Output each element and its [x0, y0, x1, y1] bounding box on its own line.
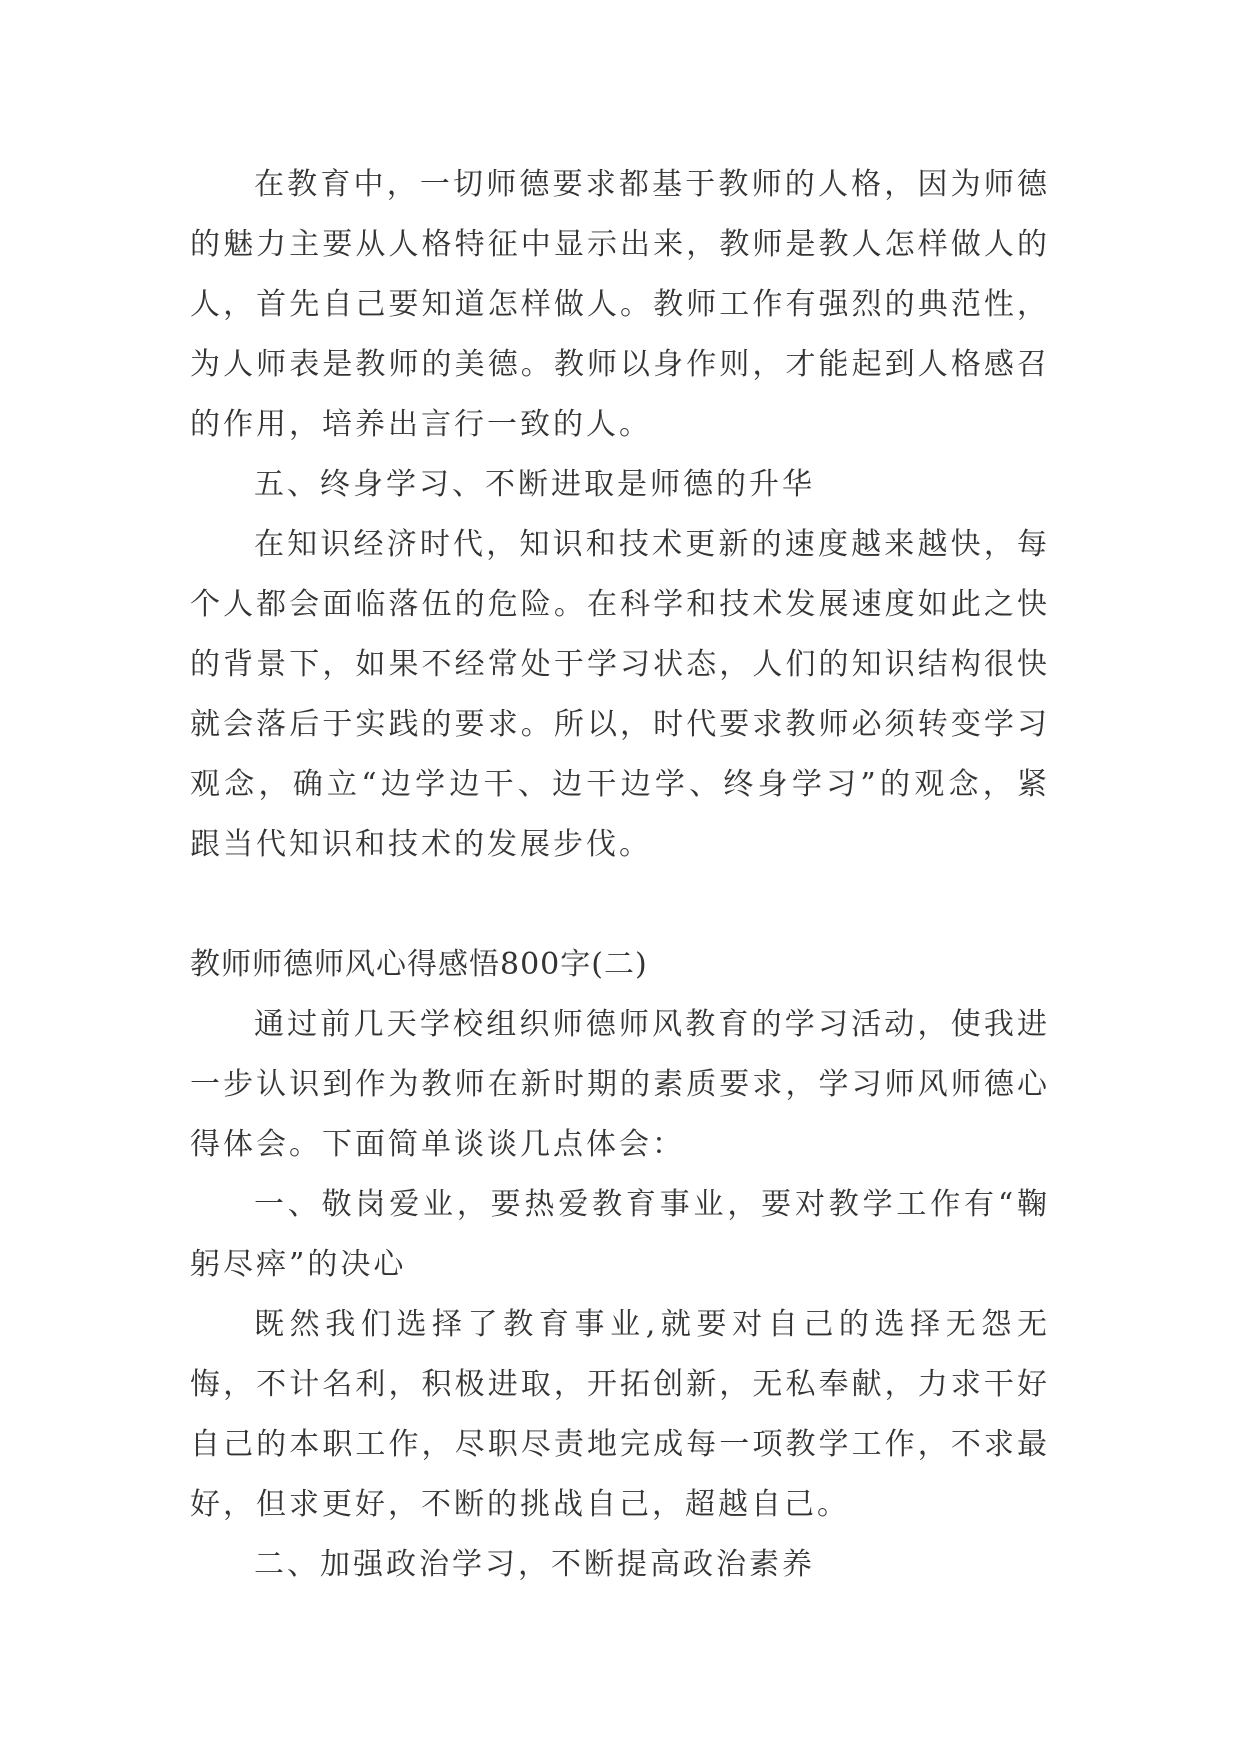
section-heading-political-study: 二、加强政治学习，不断提高政治素养: [254, 1547, 815, 1582]
paragraph-knowledge-economy: 在知识经济时代，知识和技术更新的速度越来越快，每个人都会面临落伍的危险。在科学和技术发展速度如此之快的背景下，如果不经常处于学习状态，人们的知识结构很快就会落后于实践的要求。所以，时代要求教师必须转变学习观念，确立“边学边干、边干边学、终身学习”的观念，紧跟当代知识和技术的发展步伐。: [190, 527, 1050, 862]
paragraph-dedication: 既然我们选择了教育事业,就要对自己的选择无怨无悔，不计名利，积极进取，开拓创新，无私奉献，力求干好自己的本职工作，尽职尽责地完成每一项教学工作，不求最好，但求更好，不断的挑战自己，超越自己。: [190, 1307, 1050, 1522]
paragraph-intro: 通过前几天学校组织师德师风教育的学习活动，使我进一步认识到作为教师在新时期的素质要求，学习师风师德心得体会。下面简单谈谈几点体会：: [190, 1007, 1050, 1162]
paragraph-teacher-personality: 在教育中，一切师德要求都基于教师的人格，因为师德的魅力主要从人格特征中显示出来，教师是教人怎样做人的人，首先自己要知道怎样做人。教师工作有强烈的典范性，为人师表是教师的美德。教师以身作则，才能起到人格感召的作用，培养出言行一致的人。: [190, 167, 1050, 442]
article-title-part-two: 教师师德师风心得感悟800字(二): [190, 947, 648, 982]
document-body: [190, 155, 1050, 1595]
section-heading-lifelong-learning: 五、终身学习、不断进取是师德的升华: [254, 467, 815, 502]
section-heading-dedication: 一、敬岗爱业，要热爱教育事业，要对教学工作有“鞠躬尽瘁”的决心: [190, 1187, 1050, 1282]
